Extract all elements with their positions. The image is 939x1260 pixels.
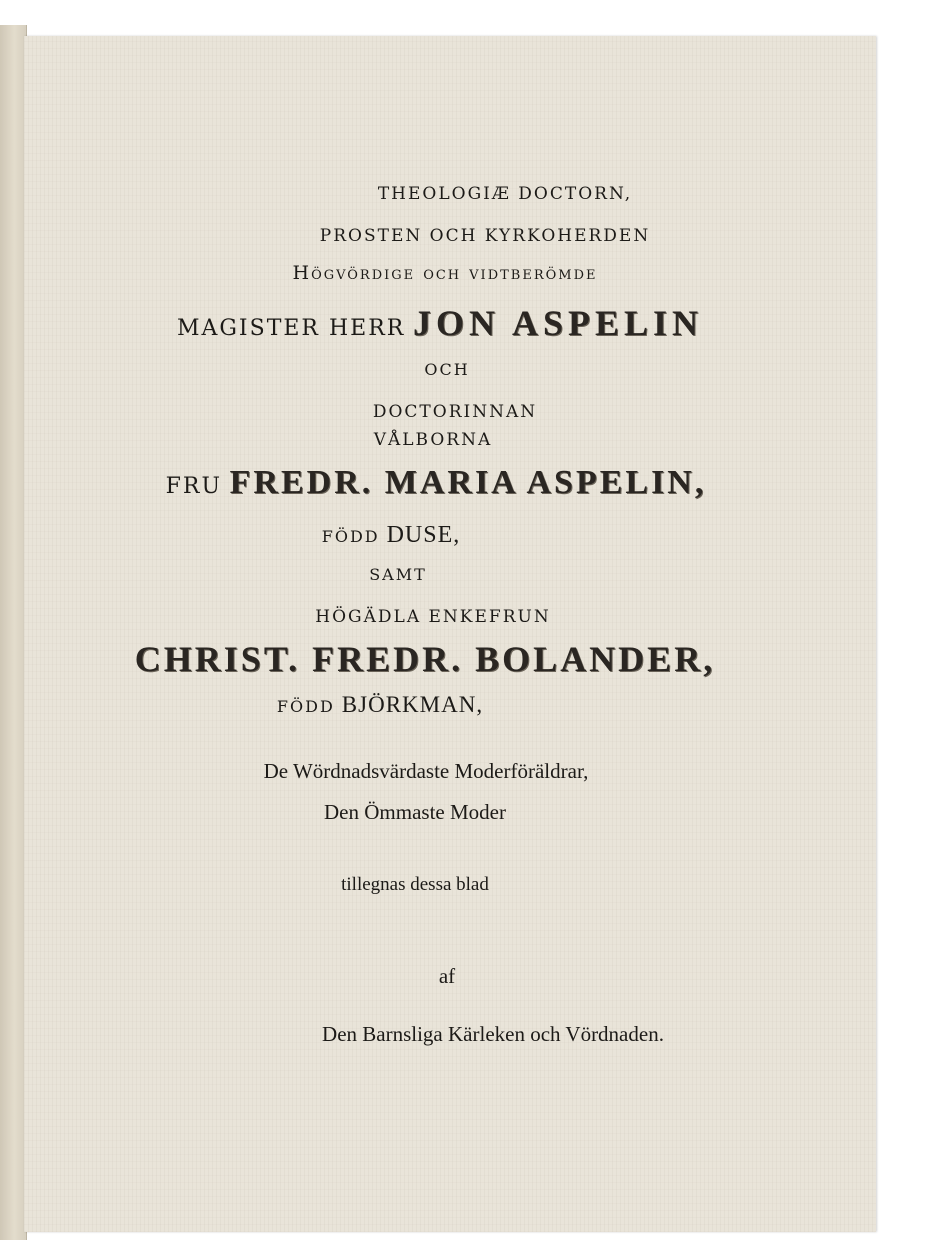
dedication-line-ommaste-moder: Den Ömmaste Moder bbox=[324, 800, 506, 824]
label-fodd-2: FÖDD bbox=[276, 697, 335, 716]
dedication-line-theologiae: THEOLOGIÆ DOCTORN, bbox=[377, 184, 633, 204]
name-bjorkman: BJÖRKMAN, bbox=[341, 692, 484, 717]
dedication-line-samt: SAMT bbox=[369, 565, 427, 584]
dedication-line-af: af bbox=[438, 964, 456, 988]
dedication-line-tillegnas: tillegnas dessa blad bbox=[341, 874, 489, 895]
name-christ-fredr-bolander: CHRIST. FREDR. BOLANDER, bbox=[134, 639, 716, 679]
dedication-line-fodd-bjorkman bbox=[0, 692, 806, 718]
dedication-line-och: OCH bbox=[424, 360, 470, 379]
dedication-line-fru bbox=[10, 464, 862, 502]
dedication-page bbox=[24, 36, 876, 1232]
label-fodd: FÖDD bbox=[321, 527, 380, 546]
dedication-line-valborna: VÅLBORNA bbox=[373, 430, 493, 450]
dedication-line-signature: Den Barnsliga Kärleken och Vördnaden. bbox=[322, 1022, 664, 1046]
dedication-line-doctorinnan: DOCTORINNAN bbox=[372, 402, 538, 422]
title-magister-herr: MAGISTER HERR bbox=[176, 316, 406, 341]
dedication-line-prosten: PROSTEN OCH KYRKOHERDEN bbox=[319, 226, 651, 246]
dedication-line-hogvordige: Högvördige och vidtberömde bbox=[292, 262, 598, 284]
name-jon-aspelin: JON ASPELIN bbox=[413, 303, 704, 343]
dedication-line-hogadla: HÖGÄDLA ENKEFRUN bbox=[315, 607, 551, 627]
dedication-line-fodd-duse bbox=[0, 522, 817, 549]
name-duse: DUSE, bbox=[386, 522, 461, 548]
name-fredr-maria-aspelin: FREDR. MARIA ASPELIN, bbox=[229, 464, 707, 501]
dedication-line-magister bbox=[14, 302, 866, 344]
title-fru: FRU bbox=[165, 474, 222, 499]
dedication-line-moderforaldrar: De Wördnadsvärdaste Moderföräldrar, bbox=[263, 759, 589, 783]
book-binding-edge bbox=[0, 25, 27, 1240]
